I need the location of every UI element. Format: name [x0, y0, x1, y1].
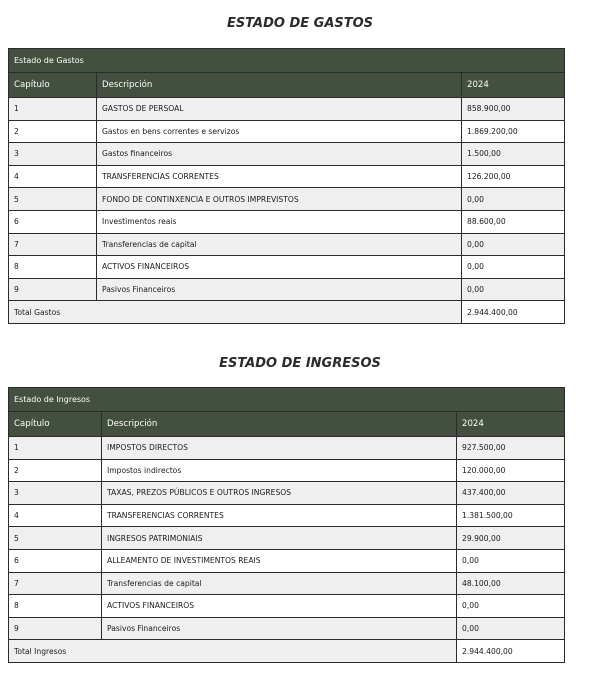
capitulo-cell: 2 — [9, 120, 97, 143]
ingresos-table-body — [9, 388, 565, 663]
table-row — [9, 595, 565, 618]
descripcion-cell: Investimentos reais — [97, 210, 462, 233]
amount-cell: 0,00 — [457, 549, 565, 572]
ingresos-heading: ESTADO DE INGRESOS — [219, 356, 381, 371]
amount-cell: 0,00 — [462, 278, 565, 301]
total-row — [9, 301, 565, 324]
descripcion-cell: Pasivos Financeiros — [102, 617, 457, 640]
capitulo-cell: 8 — [9, 256, 97, 279]
ingresos-table — [8, 387, 565, 663]
capitulo-cell: 6 — [9, 549, 102, 572]
table-row — [9, 278, 565, 301]
amount-cell: 0,00 — [457, 617, 565, 640]
table-row — [9, 617, 565, 640]
descripcion-cell: FONDO DE CONTINXENCIA E OUTROS IMPREVISTOS — [97, 188, 462, 211]
table-row — [9, 233, 565, 256]
gastos-table-body — [9, 49, 565, 324]
total-label: Total Ingresos — [9, 640, 457, 663]
amount-cell: 48.100,00 — [457, 572, 565, 595]
table-row — [9, 165, 565, 188]
capitulo-cell: 2 — [9, 459, 102, 482]
amount-cell: 1.869.200,00 — [462, 120, 565, 143]
total-row — [9, 640, 565, 663]
descripcion-cell: TRANSFERENCIAS CORRENTES — [97, 165, 462, 188]
table-row — [9, 549, 565, 572]
amount-cell: 1.381.500,00 — [457, 504, 565, 527]
capitulo-cell: 3 — [9, 143, 97, 166]
descripcion-cell: Transferencias de capital — [102, 572, 457, 595]
gastos-heading: ESTADO DE GASTOS — [226, 16, 374, 31]
amount-cell: 29.900,00 — [457, 527, 565, 550]
capitulo-cell: 6 — [9, 210, 97, 233]
descripcion-cell: Transferencias de capital — [97, 233, 462, 256]
column-header-descripcion: Descripción — [97, 73, 462, 98]
column-header-descripcion: Descripción — [102, 412, 457, 437]
descripcion-cell: INGRESOS PATRIMONIAIS — [102, 527, 457, 550]
amount-cell: 0,00 — [457, 595, 565, 618]
descripcion-cell: ACTIVOS FINANCEIROS — [97, 256, 462, 279]
capitulo-cell: 9 — [9, 278, 97, 301]
capitulo-cell: 3 — [9, 482, 102, 505]
capitulo-cell: 7 — [9, 233, 97, 256]
gastos-caption-row — [9, 49, 565, 73]
amount-cell: 1.500,00 — [462, 143, 565, 166]
table-row — [9, 210, 565, 233]
capitulo-cell: 4 — [9, 504, 102, 527]
total-label: Total Gastos — [9, 301, 462, 324]
amount-cell: 126.200,00 — [462, 165, 565, 188]
gastos-table — [8, 48, 565, 324]
descripcion-cell: TRANSFERENCIAS CORRENTES — [102, 504, 457, 527]
capitulo-cell: 1 — [9, 98, 97, 121]
descripcion-cell: Impostos indirectos — [102, 459, 457, 482]
table-row — [9, 437, 565, 460]
column-header-capitulo: Capítulo — [9, 412, 102, 437]
ingresos-caption-row — [9, 388, 565, 412]
table-row — [9, 527, 565, 550]
table-row — [9, 572, 565, 595]
amount-cell: 437.400,00 — [457, 482, 565, 505]
descripcion-cell: TAXAS, PREZOS PÚBLICOS E OUTROS INGRESOS — [102, 482, 457, 505]
table-row — [9, 143, 565, 166]
capitulo-cell: 5 — [9, 527, 102, 550]
ingresos-header-row — [9, 412, 565, 437]
column-header-year: 2024 — [462, 73, 565, 98]
amount-cell: 0,00 — [462, 188, 565, 211]
total-value: 2.944.400,00 — [462, 301, 565, 324]
capitulo-cell: 9 — [9, 617, 102, 640]
ingresos-caption: Estado de Ingresos — [9, 388, 565, 412]
gastos-header-row — [9, 73, 565, 98]
amount-cell: 120.000,00 — [457, 459, 565, 482]
capitulo-cell: 1 — [9, 437, 102, 460]
descripcion-cell: Gastos en bens correntes e servizos — [97, 120, 462, 143]
amount-cell: 0,00 — [462, 256, 565, 279]
descripcion-cell: Gastos financeiros — [97, 143, 462, 166]
gastos-caption: Estado de Gastos — [9, 49, 565, 73]
table-row — [9, 120, 565, 143]
table-row — [9, 256, 565, 279]
descripcion-cell: ACTIVOS FINANCEIROS — [102, 595, 457, 618]
column-header-year: 2024 — [457, 412, 565, 437]
capitulo-cell: 8 — [9, 595, 102, 618]
table-row — [9, 98, 565, 121]
capitulo-cell: 4 — [9, 165, 97, 188]
descripcion-cell: IMPOSTOS DIRECTOS — [102, 437, 457, 460]
amount-cell: 88.600,00 — [462, 210, 565, 233]
total-value: 2.944.400,00 — [457, 640, 565, 663]
amount-cell: 927.500,00 — [457, 437, 565, 460]
descripcion-cell: Pasivos Financeiros — [97, 278, 462, 301]
amount-cell: 0,00 — [462, 233, 565, 256]
table-row — [9, 188, 565, 211]
descripcion-cell: GASTOS DE PERSOAL — [97, 98, 462, 121]
table-row — [9, 504, 565, 527]
amount-cell: 858.900,00 — [462, 98, 565, 121]
descripcion-cell: ALLEAMENTO DE INVESTIMENTOS REAIS — [102, 549, 457, 572]
column-header-capitulo: Capítulo — [9, 73, 97, 98]
table-row — [9, 482, 565, 505]
capitulo-cell: 7 — [9, 572, 102, 595]
capitulo-cell: 5 — [9, 188, 97, 211]
table-row — [9, 459, 565, 482]
